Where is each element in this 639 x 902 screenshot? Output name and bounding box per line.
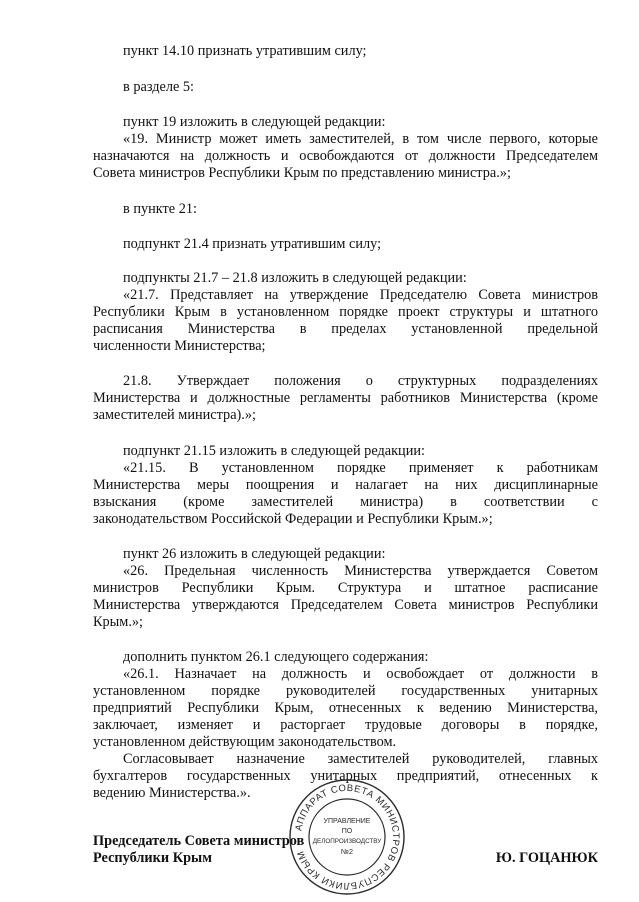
paragraph-21-8-line: Министерства и должностные регламенты работников Министерства (кроме [93,390,598,406]
signature-position-line1: Председатель Совета министров [93,833,305,849]
paragraph-p19-line: назначаются на должность и освобождаются от должности Председателем [93,148,598,164]
paragraph-21-7-intro: подпункты 21.7 – 21.8 изложить в следующей редакции: [123,270,467,286]
paragraph-26-line: Крым.»; [93,614,144,630]
paragraph-21-8-line: заместителей министра).»; [93,407,257,423]
paragraph-p19-line: Совета министров Республики Крым по представлению министра.»; [93,165,511,181]
paragraph-21-7-line: расписания Министерства в пределах установленной предельной [93,321,598,337]
paragraph-26-1-line: установленном действующим законодательством. [93,734,397,750]
paragraph-21-8-line: 21.8. Утверждает положения о структурных подразделениях [123,373,598,389]
stamp-line2: ПО [341,828,353,835]
paragraph-26-1-line: заключает, изменяет и расторгает трудовые договоры в порядке, [93,717,598,733]
signature-name: Ю. ГОЦАНЮК [495,850,598,866]
paragraph-26-line: Министерства утверждаются Председателем Совета министров Республики [93,597,598,613]
stamp-line1: УПРАВЛЕНИЕ [323,818,371,825]
paragraph-26-1-line: предприятий Республики Крым, отнесенных к ведению Министерства, [93,700,598,716]
paragraph-21-7-line: Республики Крым в установленном порядке проект структуры и штатного [93,304,598,320]
stamp-line3: ДЕЛОПРОИЗВОДСТВУ [312,838,382,845]
stamp-line4: №2 [340,847,354,856]
paragraph-approval-line: ведению Министерства.». [93,785,251,801]
paragraph-26-line: министров Республики Крым. Структура и штатное расписание [93,580,598,596]
paragraph-26-intro: пункт 26 изложить в следующей редакции: [123,546,386,562]
paragraph-p19-intro: пункт 19 изложить в следующей редакции: [123,114,386,130]
paragraph-p19-line: «19. Министр может иметь заместителей, в том числе первого, которые [123,131,598,147]
paragraph-26-1-line: установленном порядке руководителей государственных унитарных [93,683,598,699]
paragraph-section-5: в разделе 5: [123,79,195,95]
paragraph-21-15-intro: подпункт 21.15 изложить в следующей редакции: [123,443,425,459]
paragraph-21-15-line: Министерства меры поощрения и налагает на них дисциплинарные [93,477,598,493]
paragraph-p21: в пункте 21: [123,201,197,217]
signature-position-line2: Республики Крым [93,850,212,866]
paragraph-21-7-line: численности Министерства; [93,338,266,354]
paragraph-21-7-line: «21.7. Представляет на утверждение Председателю Совета министров [123,287,598,303]
official-stamp [288,778,406,896]
paragraph-approval-line: Согласовывает назначение заместителей руководителей, главных [123,751,598,767]
paragraph-26-line: «26. Предельная численность Министерства утверждается Советом [123,563,598,579]
paragraph-21-15-line: законодательством Российской Федерации и Республики Крым.»; [93,511,493,527]
stamp-seal-icon [288,778,406,896]
paragraph-approval-line: бухгалтеров государственных унитарных предприятий, отнесенных к [93,768,598,784]
paragraph-26-1-line: «26.1. Назначает на должность и освобождает от должности в [123,666,598,682]
paragraph-14-10: пункт 14.10 признать утратившим силу; [123,43,367,59]
paragraph-26-1-intro: дополнить пунктом 26.1 следующего содержания: [123,649,429,665]
paragraph-21-15-line: «21.15. В установленном порядке применяет к работникам [123,460,598,476]
stamp-ring-text: АППАРАТ СОВЕТА МИНИСТРОВ РЕСПУБЛИКИ КРЫМ [293,782,402,892]
paragraph-21-15-line: взыскания (кроме заместителей министра) в соответствии с [93,494,598,510]
paragraph-21-4: подпункт 21.4 признать утратившим силу; [123,236,382,252]
